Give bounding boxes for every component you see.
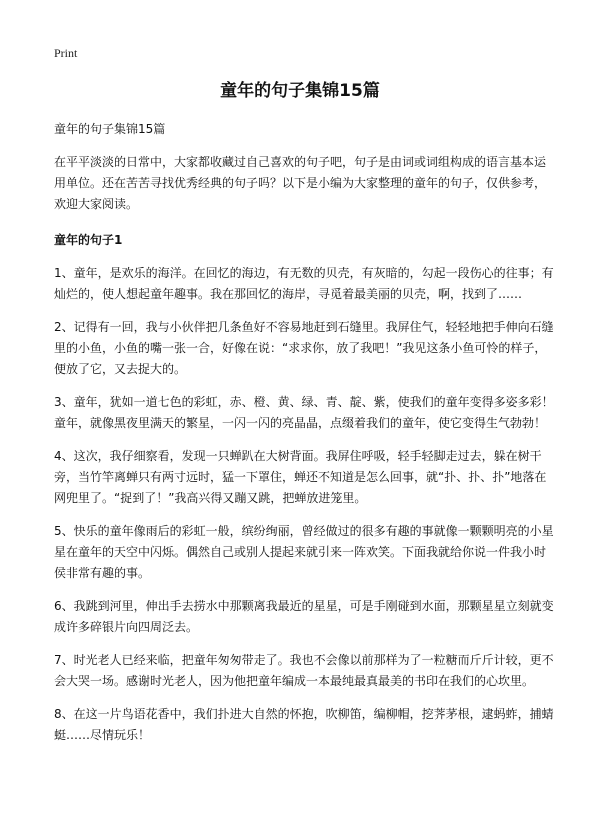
section-heading: 童年的句子1: [54, 233, 123, 247]
sentence-entry: 7、时光老人已经来临，把童年匆匆带走了。我也不会像以前那样为了一粒糖而斤斤计较，更不会大哭一场。感谢时光老人，因为他把童年编成一本最纯最真最美的书印在我们的心坎里。: [54, 653, 554, 688]
sentence-entry: 1、童年，是欢乐的海洋。在回忆的海边，有无数的贝壳，有灰暗的，勾起一段伤心的往事；有灿烂的，使人想起童年趣事。我在那回忆的海岸，寻觅着最美丽的贝壳，啊，找到了……: [54, 266, 554, 301]
sentence-entry: 5、快乐的童年像雨后的彩虹一般，缤纷绚丽，曾经做过的很多有趣的事就像一颗颗明亮的小星星在童年的天空中闪烁。偶然自己或别人提起来就引来一阵欢笑。下面我就给你说一件我小时侯非常有趣的事。: [54, 524, 554, 580]
document-title: 童年的句子集锦15篇: [220, 81, 380, 101]
sentence-entry: 8、在这一片鸟语花香中，我们扑进大自然的怀抱，吹柳笛，编柳帽，挖荠茅根，逮蚂蚱，捕蜻蜓……尽情玩乐！: [54, 707, 554, 742]
sentence-entry: 6、我跳到河里，伸出手去捞水中那颗离我最近的星星，可是手刚碰到水面，那颗星星立刻就变成许多碎银片向四周泛去。: [54, 599, 554, 634]
sentence-entry: 4、这次，我仔细察看，发现一只蝉趴在大树背面。我屏住呼吸，轻手轻脚走过去，躲在树干旁，当竹竿离蝉只有两寸远时，猛一下罩住，蝉还不知道是怎么回事，就“扑、扑、扑”地落在网兜里了。“捉到了！”我高兴得又蹦又跳，把蝉放进笼里。: [54, 449, 547, 505]
document-subtitle: 童年的句子集锦15篇: [54, 122, 166, 136]
intro-paragraph: 在平平淡淡的日常中，大家都收藏过自己喜欢的句子吧，句子是由词或词组构成的语言基本运用单位。还在苦苦寻找优秀经典的句子吗？以下是小编为大家整理的童年的句子，仅供参考，欢迎大家阅读。: [54, 155, 547, 211]
sentence-entry: 3、童年，犹如一道七色的彩虹，赤、橙、黄、绿、青、靛、紫，使我们的童年变得多姿多彩！童年，就像黑夜里满天的繁星，一闪一闪的亮晶晶，点缀着我们的童年，使它变得生气勃勃！: [54, 395, 554, 430]
print-link[interactable]: Print: [54, 46, 78, 60]
document-body: [54, 119, 554, 758]
sentence-entry: 2、记得有一回，我与小伙伴把几条鱼好不容易地赶到石缝里。我屏住气，轻轻地把手伸向石缝里的小鱼，小鱼的嘴一张一合，好像在说：“求求你，放了我吧！”我见这条小鱼可怜的样子，便放了它，又去捉大的。: [54, 320, 554, 376]
